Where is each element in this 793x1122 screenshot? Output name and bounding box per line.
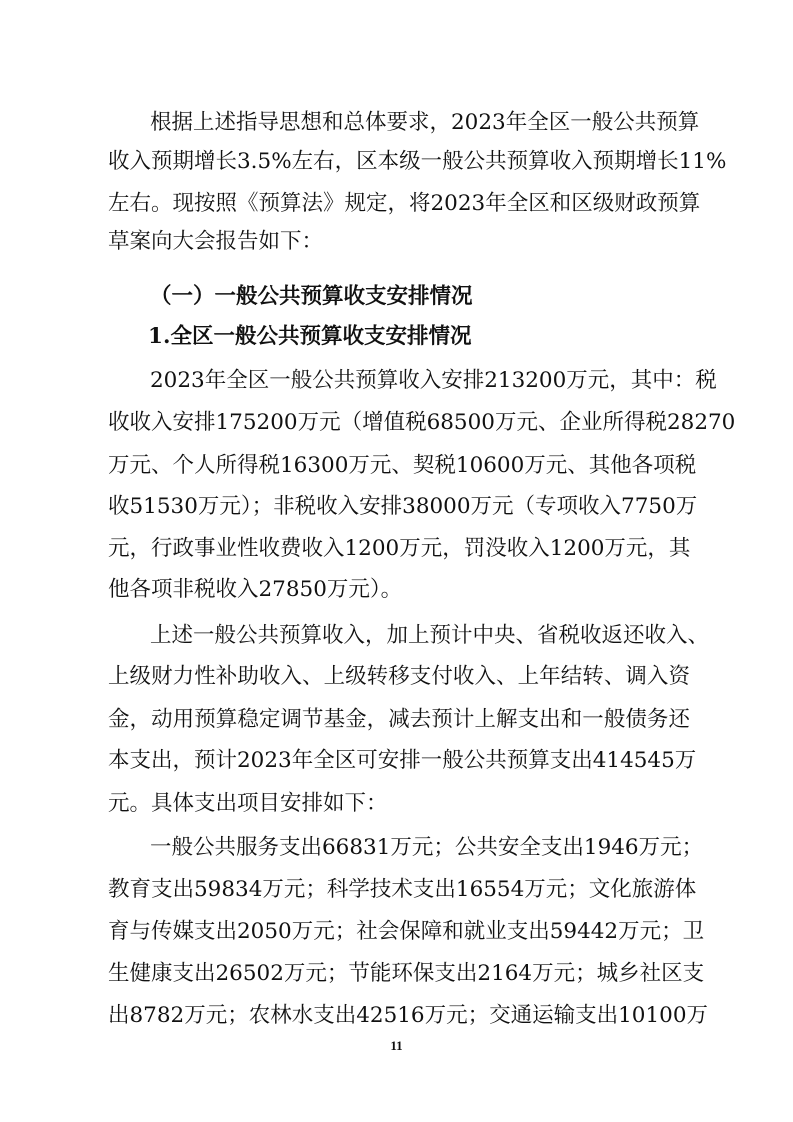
paragraph-intro-line-4: 草案向大会报告如下：: [108, 229, 324, 254]
paragraph-expenditure-line-2: 上级财力性补助收入、上级转移支付收入、上年结转、调入资: [108, 664, 690, 689]
paragraph-expenditure-line-4: 本支出，预计2023年全区可安排一般公共预算支出414545万: [108, 748, 697, 773]
section-heading: （一）一般公共预算收支安排情况: [150, 284, 473, 309]
paragraph-expenditure-line-3: 金，动用预算稳定调节基金，减去预计上解支出和一般债务还: [108, 707, 690, 732]
paragraph-items-line-3: 育与传媒支出2050万元；社会保障和就业支出59442万元；卫: [108, 919, 705, 944]
paragraph-revenue-line-1: 2023年全区一般公共预算收入安排213200万元，其中：税: [150, 368, 717, 393]
subsection-heading: 1.全区一般公共预算收支安排情况: [148, 324, 472, 349]
paragraph-expenditure-line-1: 上述一般公共预算收入，加上预计中央、省税收返还收入、: [150, 623, 710, 648]
paragraph-revenue-line-3: 万元、个人所得税16300万元、契税10600万元、其他各项税: [108, 453, 697, 478]
paragraph-revenue-line-2: 收收入安排175200万元（增值税68500万元、企业所得税28270: [108, 410, 736, 435]
paragraph-intro-line-1: 根据上述指导思想和总体要求，2023年全区一般公共预算: [150, 110, 700, 135]
paragraph-expenditure-line-5: 元。具体支出项目安排如下：: [108, 791, 388, 816]
paragraph-intro-line-2: 收入预期增长3.5%左右，区本级一般公共预算收入预期增长11%: [108, 149, 727, 174]
paragraph-items-line-5: 出8782万元；农林水支出42516万元；交通运输支出10100万: [108, 1003, 709, 1028]
paragraph-items-line-1: 一般公共服务支出66831万元；公共安全支出1946万元；: [150, 835, 704, 860]
paragraph-revenue-line-6: 他各项非税收入27850万元）。: [108, 577, 403, 602]
paragraph-revenue-line-4: 收51530万元）；非税收入安排38000万元（专项收入7750万: [108, 494, 698, 519]
page-number: 11: [390, 1038, 403, 1053]
paragraph-items-line-4: 生健康支出26502万元；节能环保支出2164万元；城乡社区支: [108, 961, 705, 986]
paragraph-items-line-2: 教育支出59834万元；科学技术支出16554万元；文化旅游体: [108, 877, 697, 902]
paragraph-intro-line-3: 左右。现按照《预算法》规定，将2023年全区和区级财政预算: [108, 191, 701, 216]
paragraph-revenue-line-5: 元，行政事业性收费收入1200万元，罚没收入1200万元，其: [108, 536, 691, 561]
